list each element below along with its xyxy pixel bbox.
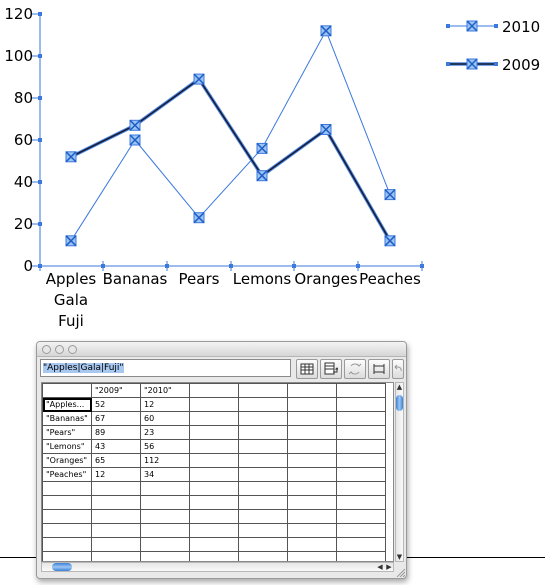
- transpose-row-column-button[interactable]: [320, 359, 342, 379]
- y-tick-label: 20: [13, 215, 33, 233]
- grid-cell[interactable]: [92, 524, 141, 538]
- grid-cell[interactable]: [92, 496, 141, 510]
- grid-cell[interactable]: [288, 454, 337, 468]
- category-label: Peaches: [359, 270, 421, 288]
- x-tick-handle: [292, 264, 296, 268]
- grid-cell[interactable]: [239, 538, 288, 552]
- grid-cell[interactable]: [190, 398, 239, 412]
- grid-cell[interactable]: [141, 524, 190, 538]
- grid-row: [43, 398, 386, 412]
- grid-cell[interactable]: [337, 454, 386, 468]
- grid-row: [43, 482, 386, 496]
- switch-xy-icon: [348, 362, 362, 376]
- grid-cell[interactable]: [92, 482, 141, 496]
- grid-cell[interactable]: [337, 384, 386, 398]
- x-tick-handle: [229, 264, 233, 268]
- grid-cell[interactable]: [43, 384, 92, 398]
- x-tick-handle: [101, 264, 105, 268]
- grid-cell[interactable]: [288, 524, 337, 538]
- grid-cell[interactable]: 67: [92, 412, 141, 426]
- grid-cell[interactable]: [239, 412, 288, 426]
- y-tick-handle: [38, 180, 42, 184]
- grid-cell[interactable]: [288, 412, 337, 426]
- graph-data-window[interactable]: [36, 341, 407, 579]
- grid-cell[interactable]: "Pears": [43, 426, 92, 440]
- y-tick-handle: [38, 54, 42, 58]
- grid-header-row: [43, 384, 386, 398]
- import-data-icon: [300, 362, 314, 376]
- y-tick-handle: [38, 12, 42, 16]
- grid-cell[interactable]: [288, 482, 337, 496]
- y-tick-handle: [38, 138, 42, 142]
- grid-cell[interactable]: [239, 384, 288, 398]
- x-tick-handle: [38, 264, 42, 268]
- grid-cell[interactable]: [190, 426, 239, 440]
- category-label: Apples: [45, 270, 97, 288]
- grid-cell[interactable]: [190, 496, 239, 510]
- grid-cell[interactable]: [239, 510, 288, 524]
- grid-cell[interactable]: [337, 524, 386, 538]
- y-tick-label: 0: [23, 257, 33, 275]
- grid-cell[interactable]: [239, 440, 288, 454]
- grid-row: [43, 468, 386, 482]
- x-tick-handle: [356, 264, 360, 268]
- grid-cell[interactable]: [288, 398, 337, 412]
- grid-cell[interactable]: [190, 412, 239, 426]
- grid-cell[interactable]: [92, 538, 141, 552]
- horizontal-scroll-thumb[interactable]: [52, 563, 72, 571]
- y-tick-label: 120: [4, 5, 33, 23]
- grid-cell[interactable]: [43, 482, 92, 496]
- grid-cell[interactable]: [43, 524, 92, 538]
- cell-value-input[interactable]: [40, 359, 291, 377]
- grid-cell[interactable]: [141, 510, 190, 524]
- grid-cell[interactable]: [239, 426, 288, 440]
- grid-cell[interactable]: 12: [141, 398, 190, 412]
- zoom-window-icon[interactable]: [68, 345, 77, 354]
- y-tick-handle: [38, 222, 42, 226]
- grid-cell[interactable]: "2009": [92, 384, 141, 398]
- grid-cell[interactable]: [337, 398, 386, 412]
- grid-cell[interactable]: 52: [92, 398, 141, 412]
- legend-handle: [494, 62, 498, 66]
- grid-cell[interactable]: [288, 426, 337, 440]
- grid-cell[interactable]: "2010": [141, 384, 190, 398]
- grid-cell[interactable]: 89: [92, 426, 141, 440]
- grid-cell[interactable]: [141, 482, 190, 496]
- grid-row: [43, 440, 386, 454]
- series-line-2010: [71, 31, 390, 241]
- grid-cell[interactable]: [288, 440, 337, 454]
- grid-cell[interactable]: [288, 538, 337, 552]
- grid-cell[interactable]: [92, 552, 141, 563]
- data-grid[interactable]: [41, 382, 394, 562]
- grid-cell[interactable]: [288, 468, 337, 482]
- y-tick-label: 100: [4, 47, 33, 65]
- grid-cell[interactable]: "Oranges": [43, 454, 92, 468]
- grid-cell[interactable]: [43, 552, 92, 563]
- grid-cell[interactable]: [190, 552, 239, 563]
- grid-row: [43, 538, 386, 552]
- grid-row: [43, 496, 386, 510]
- category-label: Gala: [53, 291, 89, 309]
- grid-cell[interactable]: "Peaches": [43, 468, 92, 482]
- window-titlebar[interactable]: [37, 342, 406, 357]
- legend-handle: [446, 24, 450, 28]
- cell-style-icon: [372, 362, 386, 376]
- legend-label-2010: 2010: [502, 18, 541, 36]
- close-window-icon[interactable]: [42, 345, 51, 354]
- vertical-scrollbar[interactable]: [395, 382, 404, 562]
- category-label: Lemons: [232, 270, 292, 288]
- grid-cell[interactable]: [239, 496, 288, 510]
- grid-row: [43, 524, 386, 538]
- switch-xy-button[interactable]: [344, 359, 366, 379]
- grid-cell[interactable]: [190, 440, 239, 454]
- grid-cell[interactable]: [337, 426, 386, 440]
- grid-cell[interactable]: [43, 538, 92, 552]
- grid-cell[interactable]: [239, 482, 288, 496]
- grid-cell[interactable]: [92, 510, 141, 524]
- legend-handle: [446, 62, 450, 66]
- y-tick-label: 80: [13, 89, 33, 107]
- grid-cell[interactable]: "Lemons": [43, 440, 92, 454]
- grid-cell[interactable]: [190, 454, 239, 468]
- grid-cell[interactable]: 60: [141, 412, 190, 426]
- revert-icon: [394, 362, 402, 376]
- scroll-up-arrow-icon[interactable]: ▲: [396, 383, 403, 391]
- category-label: Bananas: [102, 270, 168, 288]
- cell-value-text: "Apples|Gala|Fuji": [43, 363, 124, 373]
- grid-cell[interactable]: [141, 496, 190, 510]
- revert-button[interactable]: [392, 359, 404, 379]
- grid-cell[interactable]: [190, 538, 239, 552]
- transpose-row-column-icon: [324, 362, 338, 376]
- grid-cell[interactable]: 23: [141, 426, 190, 440]
- grid-cell[interactable]: [43, 496, 92, 510]
- grid-cell[interactable]: [239, 468, 288, 482]
- grid-cell[interactable]: [337, 482, 386, 496]
- grid-cell[interactable]: [190, 468, 239, 482]
- grid-row: [43, 412, 386, 426]
- cell-style-button[interactable]: [368, 359, 390, 379]
- grid-cell[interactable]: 112: [141, 454, 190, 468]
- grid-row: [43, 510, 386, 524]
- scroll-right-arrow-icon[interactable]: ▶: [386, 563, 392, 571]
- grid-cell[interactable]: [337, 440, 386, 454]
- x-tick-handle: [165, 264, 169, 268]
- grid-cell[interactable]: [337, 510, 386, 524]
- category-label: Fuji: [58, 312, 84, 330]
- grid-cell[interactable]: [239, 524, 288, 538]
- grid-cell[interactable]: [288, 496, 337, 510]
- category-label: Oranges: [294, 270, 358, 288]
- grid-cell[interactable]: [288, 552, 337, 563]
- scroll-left-arrow-icon[interactable]: ◀: [377, 563, 383, 571]
- x-tick-handle: [420, 264, 424, 268]
- grid-cell[interactable]: [337, 412, 386, 426]
- grid-cell[interactable]: [239, 552, 288, 563]
- y-tick-label: 40: [13, 173, 33, 191]
- grid-cell[interactable]: [141, 538, 190, 552]
- category-label: Pears: [178, 270, 220, 288]
- grid-cell[interactable]: 56: [141, 440, 190, 454]
- grid-cell[interactable]: [337, 496, 386, 510]
- horizontal-scrollbar[interactable]: [41, 562, 394, 572]
- grid-cell[interactable]: [190, 524, 239, 538]
- grid-cell[interactable]: "Bananas": [43, 412, 92, 426]
- grid-cell[interactable]: [43, 510, 92, 524]
- resize-grip-icon[interactable]: [395, 567, 405, 577]
- grid-cell[interactable]: [288, 510, 337, 524]
- grid-cell[interactable]: [239, 398, 288, 412]
- grid-cell[interactable]: [337, 468, 386, 482]
- import-data-button[interactable]: [296, 359, 318, 379]
- grid-cell[interactable]: [190, 384, 239, 398]
- y-tick-label: 60: [13, 131, 33, 149]
- grid-cell[interactable]: [141, 552, 190, 563]
- grid-cell[interactable]: 34: [141, 468, 190, 482]
- grid-cell[interactable]: [337, 538, 386, 552]
- grid-cell[interactable]: [288, 384, 337, 398]
- vertical-scroll-thumb[interactable]: [396, 395, 403, 411]
- grid-cell[interactable]: 65: [92, 454, 141, 468]
- grid-row: [43, 426, 386, 440]
- grid-cell[interactable]: [239, 454, 288, 468]
- y-tick-handle: [38, 96, 42, 100]
- legend-label-2009: 2009: [502, 56, 541, 74]
- grid-cell[interactable]: 12: [92, 468, 141, 482]
- legend-handle: [494, 24, 498, 28]
- grid-cell[interactable]: [190, 510, 239, 524]
- series-line-2009-halo: [71, 79, 390, 241]
- minimize-window-icon[interactable]: [55, 345, 64, 354]
- grid-cell[interactable]: "Apples...: [43, 398, 92, 412]
- grid-cell[interactable]: [337, 552, 386, 563]
- grid-row: [43, 552, 386, 563]
- grid-cell[interactable]: [190, 482, 239, 496]
- grid-cell[interactable]: 43: [92, 440, 141, 454]
- scroll-down-arrow-icon[interactable]: ▼: [396, 553, 403, 561]
- grid-row: [43, 454, 386, 468]
